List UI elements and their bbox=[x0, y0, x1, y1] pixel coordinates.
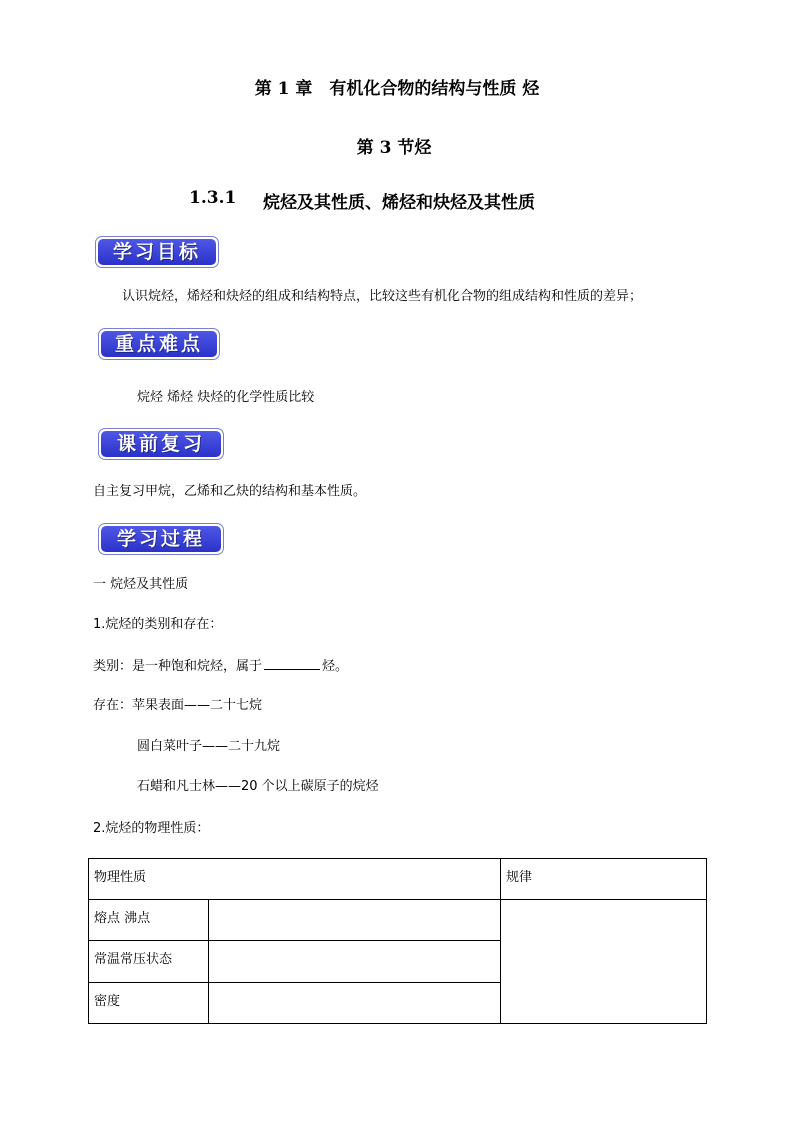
section-title: 第 3 节烃 bbox=[356, 138, 432, 158]
process-badge-label: 学习过程 bbox=[101, 526, 221, 552]
chapter-title: 第 1 章 有机化合物的结构与性质 烃 bbox=[254, 79, 540, 99]
existence-line-2: 圆白菜叶子——二十九烷 bbox=[137, 739, 281, 754]
objectives-badge-label: 学习目标 bbox=[98, 239, 216, 265]
category-suffix: 烃。 bbox=[322, 659, 349, 674]
existence-line-3: 石蜡和凡士林——20 个以上碳原子的烷烃 bbox=[137, 779, 379, 794]
process-badge bbox=[98, 523, 224, 555]
objectives-text: 认识烷烃，烯烃和炔烃的组成和结构特点，比较这些有机化合物的组成结构和性质的差异； bbox=[122, 289, 643, 304]
preview-badge-label: 课前复习 bbox=[101, 431, 221, 457]
part-one-heading: 一 烷烃及其性质 bbox=[93, 577, 189, 592]
existence-line-1: 存在：苹果表面——二十七烷 bbox=[93, 698, 263, 713]
row-value-cell bbox=[209, 941, 501, 983]
table-row bbox=[89, 900, 707, 941]
table-header-row bbox=[89, 859, 707, 900]
preview-badge bbox=[98, 428, 224, 460]
header-property-cell: 物理性质 bbox=[89, 859, 501, 900]
row-value-cell bbox=[209, 900, 501, 941]
item2-heading: 2.烷烃的物理性质： bbox=[93, 821, 210, 836]
category-line bbox=[93, 656, 348, 676]
row-value-cell bbox=[209, 983, 501, 1024]
objectives-badge bbox=[95, 236, 219, 268]
rule-cell bbox=[501, 900, 707, 1024]
item1-heading: 1.烷烃的类别和存在： bbox=[93, 617, 223, 632]
category-prefix: 类别：是一种饱和烷烃，属于 bbox=[93, 659, 263, 674]
row-label-cell: 密度 bbox=[89, 983, 209, 1024]
preview-text: 自主复习甲烷，乙烯和乙炔的结构和基本性质。 bbox=[93, 484, 367, 499]
category-blank bbox=[264, 656, 320, 670]
key-points-text: 烷烃 烯烃 炔烃的化学性质比较 bbox=[137, 390, 315, 405]
key-points-badge bbox=[98, 328, 220, 360]
key-points-badge-label: 重点难点 bbox=[101, 331, 217, 357]
header-rule-cell: 规律 bbox=[501, 859, 707, 900]
row-label-cell: 常温常压状态 bbox=[89, 941, 209, 983]
subsection-title: 烷烃及其性质、烯烃和炔烃及其性质 bbox=[263, 193, 535, 213]
subsection-number: 1.3.1 bbox=[189, 188, 237, 208]
physical-properties-table bbox=[88, 858, 707, 1024]
row-label-cell: 熔点 沸点 bbox=[89, 900, 209, 941]
